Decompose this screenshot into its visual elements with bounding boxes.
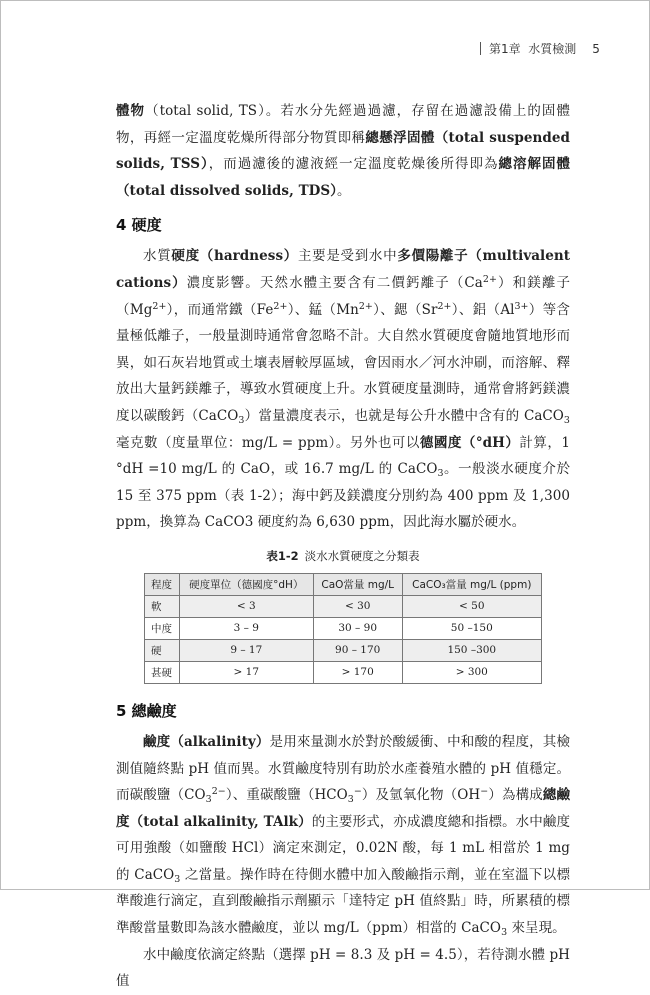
table-cell: 90 – 170: [313, 639, 402, 661]
superscript: 2+: [152, 300, 167, 312]
text: 之當量。操作時在待側水體中加入酸鹼指示劑，並在室溫下以標準酸進行滴定，直到酸鹼指示劑顯示「達特定 pH 值終點」時，所累積的標準酸當量數即為該水體鹼度，並以 mg/L（ppm）相當的 CaCO: [116, 866, 570, 937]
column-header: CaCO₃當量 mg/L (ppm): [402, 573, 541, 595]
term-total-solid: 體物: [116, 103, 146, 119]
table-row: [145, 617, 542, 639]
text: ）、鋁（Al: [451, 301, 515, 318]
term-alkalinity: 鹼度（alkalinity）: [143, 733, 270, 750]
text: ）、鍶（Sr: [372, 301, 438, 318]
page-content: [116, 98, 570, 995]
text: 計算，1 °dH =10 mg/L 的 CaO，或 16.7 mg/L 的 CaCO: [116, 434, 570, 478]
term-total-alkalinity: 總鹼度（total alkalinity, TAlk）: [116, 787, 571, 830]
term-multivalent-cations: 多價陽離子（multivalent cations）: [116, 248, 570, 291]
text: 來呈現。: [507, 920, 566, 937]
table-cell: 30 – 90: [313, 617, 402, 639]
subscript: 3: [238, 414, 245, 426]
text: 。一般淡水硬度介於 15 至 375 ppm（表 1-2）；海中鈣及鎂濃度分別約為 400 ppm 及 1,300 ppm，換算為 CaCO3 硬度約為 6,630 ppm，因此海水屬於硬水。: [116, 461, 570, 531]
table-cell: 9 – 17: [179, 639, 313, 661]
text: 濃度影響。天然水體主要含有二價鈣離子（Ca: [186, 274, 483, 291]
table-cell: 中度: [145, 617, 180, 639]
subscript: 3: [174, 873, 181, 885]
superscript: 2−: [211, 785, 226, 797]
term-tds: 總溶解固體: [498, 156, 571, 173]
superscript: 2+: [273, 300, 288, 312]
section-heading-hardness: 4 硬度: [116, 216, 162, 235]
table-row: [145, 639, 542, 661]
superscript: −: [480, 785, 489, 797]
table-cell: > 300: [402, 661, 541, 683]
table-label: 表1-2: [266, 548, 299, 563]
superscript: 2+: [482, 273, 497, 285]
paragraph-alkalinity-endpoint: 水中鹼度依滴定終點（選擇 pH = 8.3 及 pH = 4.5），若待測水體 pH 值: [116, 946, 570, 990]
subscript: 3: [501, 926, 508, 938]
table-cell: 150 –300: [402, 639, 541, 661]
table-row: [145, 595, 542, 617]
text: （total solid, TS）。若水分先經過過濾，存留在過濾設備上的固體物，再經一定溫度乾燥所得部分物質即稱: [116, 103, 570, 146]
text: ）和鎂離子（Mg: [116, 274, 571, 318]
superscript: 2+: [437, 300, 452, 312]
table-title: 淡水水質硬度之分類表: [304, 548, 420, 563]
table-cell: 硬: [145, 639, 180, 661]
term-tss-en: （total suspended solids, TSS）: [116, 129, 570, 173]
table-cell: > 17: [179, 661, 313, 683]
hardness-table: [144, 573, 542, 684]
table-cell: < 50: [402, 595, 541, 617]
paragraph-solids: [116, 98, 570, 204]
text: ）當量濃度表示，也就是每公升水體中含有的 CaCO: [244, 407, 564, 424]
text: ）、錳（Mn: [287, 301, 359, 318]
running-header: [472, 40, 600, 57]
text: ）等含量極低離子，一般量測時通常會忽略不計。大自然水質硬度會隨地質地形而異，如石灰岩地質或土壤表層較厚區域，會因雨水／河水沖刷，而溶解、釋放出大量鈣鎂離子，導致水質硬度上升。水質硬度量測時，通常會將鈣鎂濃度以碳酸鈣（CaCO: [116, 301, 570, 424]
table-cell: 甚硬: [145, 661, 180, 683]
chapter-label: 第1章: [489, 42, 521, 56]
term-german-degree: 德國度（°dH）: [419, 434, 520, 451]
superscript: 2+: [358, 300, 373, 312]
page-number: 5: [592, 42, 600, 56]
table-cell: < 30: [313, 595, 402, 617]
table-cell: 軟: [145, 595, 180, 617]
subscript: 3: [563, 414, 570, 426]
chapter-title: 水質檢測: [528, 42, 577, 56]
text: 水質: [143, 248, 172, 265]
superscript: −: [353, 785, 362, 797]
section-heading-alkalinity: 5 總鹼度: [116, 701, 177, 720]
text: ，而過濾後的濾液經一定溫度乾燥後所得即為: [208, 156, 499, 173]
term-tds-en: （total dissolved solids, TDS）: [116, 182, 338, 199]
column-header: 硬度單位（德國度°dH）: [179, 573, 313, 595]
paragraph-hardness: [116, 243, 570, 536]
table-cell: < 3: [179, 595, 313, 617]
table-cell: 50 –150: [402, 617, 541, 639]
superscript: 3+: [514, 300, 529, 312]
subscript: 3: [205, 793, 212, 805]
text: ），而通常鐵（Fe: [166, 301, 274, 318]
term-tss: 總懸浮固體: [365, 129, 435, 146]
text: 毫克數（度量單位：mg/L = ppm）。另外也可以: [116, 434, 420, 451]
text: ）、重碳酸鹽（HCO: [225, 787, 348, 804]
text: 的主要形式，亦成濃度總和指標。水中鹼度可用強酸（如鹽酸 HCl）滴定來測定，0.02N 酸，每 1 mL 相當於 1 mg 的 CaCO: [116, 813, 570, 883]
header-divider: [480, 42, 481, 55]
table-cell: > 170: [313, 661, 402, 683]
table-row: [145, 661, 542, 683]
column-header: 程度: [145, 573, 180, 595]
paragraph-alkalinity: [116, 729, 570, 942]
table-header-row: [145, 573, 542, 595]
text: 。: [337, 182, 351, 199]
table-cell: 3 – 9: [179, 617, 313, 639]
subscript: 3: [347, 793, 354, 805]
table-caption: [116, 548, 570, 564]
text: 主要是受到水中: [297, 248, 398, 265]
text: 是用來量測水於對於酸緩衝、中和酸的程度，其檢測值隨終點 pH 值而異。水質鹼度特別有助於水產養殖水體的 pH 值穩定。而碳酸鹽（CO: [116, 733, 570, 804]
text: ）為構成: [488, 787, 543, 804]
subscript: 3: [437, 467, 444, 479]
column-header: CaO當量 mg/L: [313, 573, 402, 595]
term-hardness: 硬度（hardness）: [171, 248, 298, 265]
text: ）及氫氧化物（OH: [361, 787, 481, 804]
